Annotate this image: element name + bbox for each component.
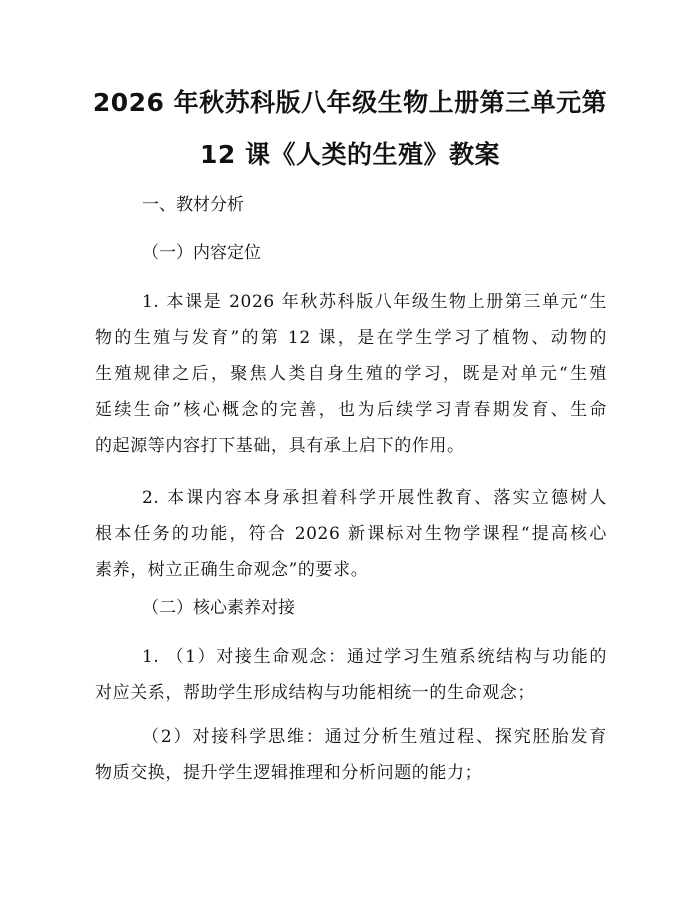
- paragraph-line: 根本任务的功能，符合 2026 新课标对生物学课程“提高核心: [95, 524, 607, 544]
- paragraph-line: 生殖规律之后，聚焦人类自身生殖的学习，既是对单元“生殖: [95, 364, 607, 384]
- paragraph-content-positioning-1: [95, 290, 607, 470]
- paragraph-life-concept: [95, 645, 607, 717]
- paragraph-line: 1. 本课是 2026 年秋苏科版八年级生物上册第三单元“生: [142, 292, 607, 312]
- document-title-line-2: 12 课《人类的生殖》教案: [200, 140, 500, 169]
- paragraph-line: （2）对接科学思维：通过分析生殖过程、探究胚胎发育: [142, 727, 607, 747]
- paragraph-line: 物的生殖与发育”的第 12 课，是在学生学习了植物、动物的: [95, 328, 607, 348]
- paragraph-content-positioning-2: [95, 486, 607, 594]
- subsection-heading-core-literacy: （二）核心素养对接: [142, 598, 295, 618]
- paragraph-scientific-thinking: [95, 725, 607, 797]
- document-title-line-1: 2026 年秋苏科版八年级生物上册第三单元第: [92, 88, 608, 117]
- subsection-heading-content-positioning: （一）内容定位: [142, 243, 261, 263]
- paragraph-line: 的起源等内容打下基础，具有承上启下的作用。: [95, 436, 465, 456]
- paragraph-line: 对应关系，帮助学生形成结构与功能相统一的生命观念；: [95, 683, 535, 703]
- paragraph-line: 2. 本课内容本身承担着科学开展性教育、落实立德树人: [142, 488, 607, 508]
- paragraph-line: 1. （1）对接生命观念：通过学习生殖系统结构与功能的: [142, 647, 607, 667]
- section-heading-textbook-analysis: 一、教材分析: [142, 195, 244, 215]
- paragraph-line: 延续生命”核心概念的完善，也为后续学习青春期发育、生命: [95, 400, 607, 420]
- paragraph-line: 素养，树立正确生命观念”的要求。: [95, 560, 369, 580]
- paragraph-line: 物质交换，提升学生逻辑推理和分析问题的能力；: [95, 763, 483, 783]
